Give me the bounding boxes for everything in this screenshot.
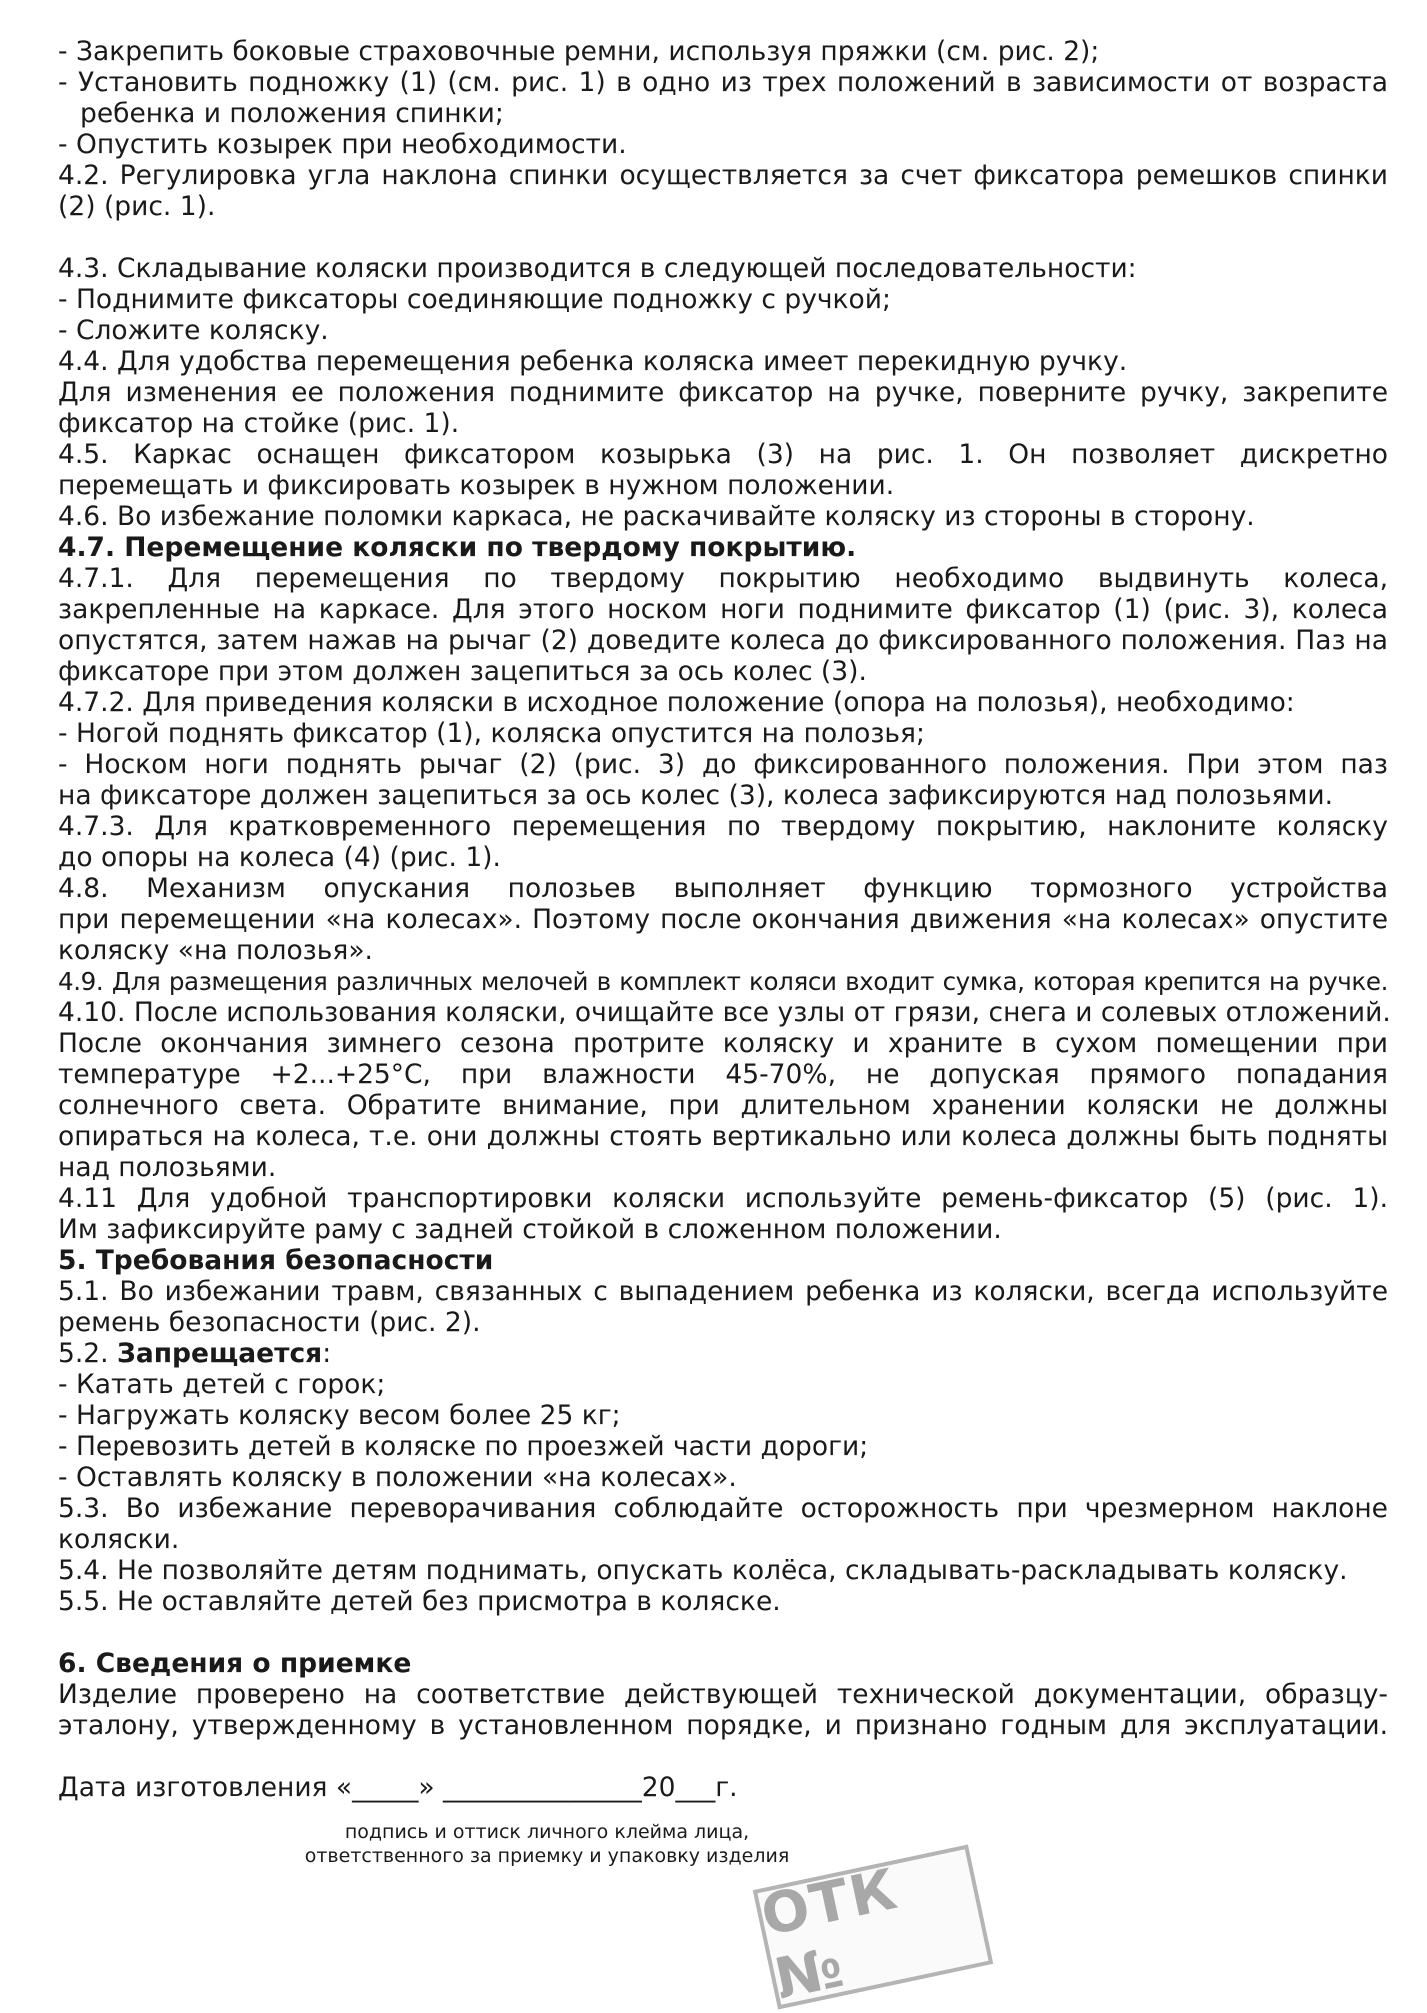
- text-line: 4.11 Для удобной транспортировки коляски используйте ремень-фиксатор (5) (рис. 1).: [58, 1183, 1388, 1214]
- text-line: - Опустить козырек при необходимости.: [58, 129, 627, 160]
- text-line: - Перевозить детей в коляске по проезжей части дороги;: [58, 1431, 869, 1462]
- text-line: - Сложите коляску.: [58, 315, 329, 346]
- text-line: закрепленные на каркасе. Для этого носком ноги поднимите фиксатор (1) (рис. 3), колеса: [58, 594, 1388, 625]
- text-line: Им зафиксируйте раму с задней стойкой в сложенном положении.: [58, 1214, 1002, 1245]
- text-line: - Нагружать коляску весом более 25 кг;: [58, 1400, 621, 1431]
- text-line: фиксаторе при этом должен зацепиться за ось колес (3).: [58, 656, 867, 687]
- text-line: 4.7.3. Для кратковременного перемещения по твердому покрытию, наклоните коляску: [58, 811, 1388, 842]
- text-line: 4.10. После использования коляски, очищайте все узлы от грязи, снега и солевых отложений.: [58, 997, 1391, 1028]
- text-line: 5.5. Не оставляйте детей без присмотра в коляске.: [58, 1586, 781, 1617]
- text-line: при перемещении «на колесах». Поэтому после окончания движения «на колесах» опустите: [58, 904, 1388, 935]
- document-page: [58, 36, 1391, 1803]
- text-line: - Закрепить боковые страховочные ремни, используя пряжки (см. рис. 2);: [58, 36, 1100, 67]
- text-line: 4.8. Механизм опускания полозьев выполняет функцию тормозного устройства: [58, 873, 1388, 904]
- text-line: 4.3. Складывание коляски производится в следующей последовательности:: [58, 253, 1137, 284]
- text-line: После окончания зимнего сезона протрите коляску и храните в сухом помещении при: [58, 1028, 1388, 1059]
- text-line: солнечного света. Обратите внимание, при длительном хранении коляски не должны: [58, 1090, 1388, 1121]
- emphasis-text: Запрещается: [117, 1338, 323, 1369]
- text-line: над полозьями.: [58, 1152, 277, 1183]
- text-line: температуре +2...+25°С, при влажности 45-70%, не допуская прямого попадания: [58, 1059, 1388, 1090]
- punctuation: :: [322, 1338, 332, 1369]
- text-line: ремень безопасности (рис. 2).: [58, 1307, 481, 1338]
- text-line: опираться на колеса, т.е. они должны стоять вертикально или колеса должны быть подняты: [58, 1121, 1388, 1152]
- text-line: до опоры на колеса (4) (рис. 1).: [58, 842, 501, 873]
- text-line: 4.9. Для размещения различных мелочей в комплект коляси входит сумка, которая крепится на ручке.: [58, 967, 1388, 996]
- paragraph-gap: [58, 222, 1388, 253]
- paragraph-gap: [58, 1617, 1388, 1648]
- text-line: - Оставлять коляску в положении «на колесах».: [58, 1462, 737, 1493]
- text-line: 5.1. Во избежании травм, связанных с выпадением ребенка из коляски, всегда используйте: [58, 1276, 1388, 1307]
- text-line: Изделие проверено на соответствие действующей технической документации, образцу-: [58, 1679, 1388, 1710]
- section-heading: 5. Требования безопасности: [58, 1245, 494, 1276]
- item-number: 5.2.: [58, 1338, 117, 1369]
- text-line: коляски.: [58, 1524, 180, 1555]
- text-line: 5.3. Во избежание переворачивания соблюдайте осторожность при чрезмерном наклоне: [58, 1493, 1388, 1524]
- text-line: 4.7.2. Для приведения коляски в исходное положение (опора на полозья), необходимо:: [58, 687, 1295, 718]
- text-line: - Установить подножку (1) (см. рис. 1) в одно из трех положений в зависимости от возраста: [58, 67, 1388, 98]
- text-line: на фиксаторе должен зацепиться за ось колес (3), колеса зафиксируются над полозьями.: [58, 780, 1334, 811]
- text-line: - Ногой поднять фиксатор (1), коляска опустится на полозья;: [58, 718, 925, 749]
- text-line: - Носком ноги поднять рычаг (2) (рис. 3) до фиксированного положения. При этом паз: [58, 749, 1388, 780]
- text-line: ребенка и положения спинки;: [80, 98, 504, 129]
- text-line: эталону, утвержденному в установленном порядке, и признано годным для эксплуатации.: [58, 1710, 1388, 1741]
- text-line: 4.4. Для удобства перемещения ребенка коляска имеет перекидную ручку.: [58, 346, 1128, 377]
- text-line: коляску «на полозья».: [58, 935, 373, 966]
- text-line: перемещать и фиксировать козырек в нужном положении.: [58, 470, 895, 501]
- text-line: фиксатор на стойке (рис. 1).: [58, 408, 460, 439]
- text-line: 4.6. Во избежание поломки каркаса, не раскачивайте коляску из стороны в сторону.: [58, 501, 1255, 532]
- otk-stamp: ОТК №: [753, 1844, 994, 2009]
- text-line: (2) (рис. 1).: [58, 191, 216, 222]
- text-line: 4.2. Регулировка угла наклона спинки осуществляется за счет фиксатора ремешков спинки: [58, 160, 1388, 191]
- manufacture-date-line: Дата изготовления «_____» _______________20___г.: [58, 1772, 738, 1803]
- paragraph-gap: [58, 1741, 1388, 1772]
- text-line: - Поднимите фиксаторы соединяющие подножку с ручкой;: [58, 284, 891, 315]
- signature-caption-line: подпись и оттиск личного клейма лица,: [344, 1821, 750, 1843]
- text-line: 5.4. Не позволяйте детям поднимать, опускать колёса, складывать-раскладывать коляску.: [58, 1555, 1348, 1586]
- text-line: 4.7.1. Для перемещения по твердому покрытию необходимо выдвинуть колеса,: [58, 563, 1388, 594]
- text-line: 4.5. Каркас оснащен фиксатором козырька (3) на рис. 1. Он позволяет дискретно: [58, 439, 1388, 470]
- signature-caption: [282, 1820, 812, 1868]
- section-heading: 6. Сведения о приемке: [58, 1648, 412, 1679]
- signature-caption-line: ответственного за приемку и упаковку изделия: [304, 1845, 790, 1867]
- text-line: [58, 1338, 1388, 1369]
- text-line: Для изменения ее положения поднимите фиксатор на ручке, поверните ручку, закрепите: [58, 377, 1388, 408]
- text-line: - Катать детей с горок;: [58, 1369, 386, 1400]
- section-heading: 4.7. Перемещение коляски по твердому покрытию.: [58, 532, 857, 563]
- text-line: опустятся, затем нажав на рычаг (2) доведите колеса до фиксированного положения. Паз на: [58, 625, 1388, 656]
